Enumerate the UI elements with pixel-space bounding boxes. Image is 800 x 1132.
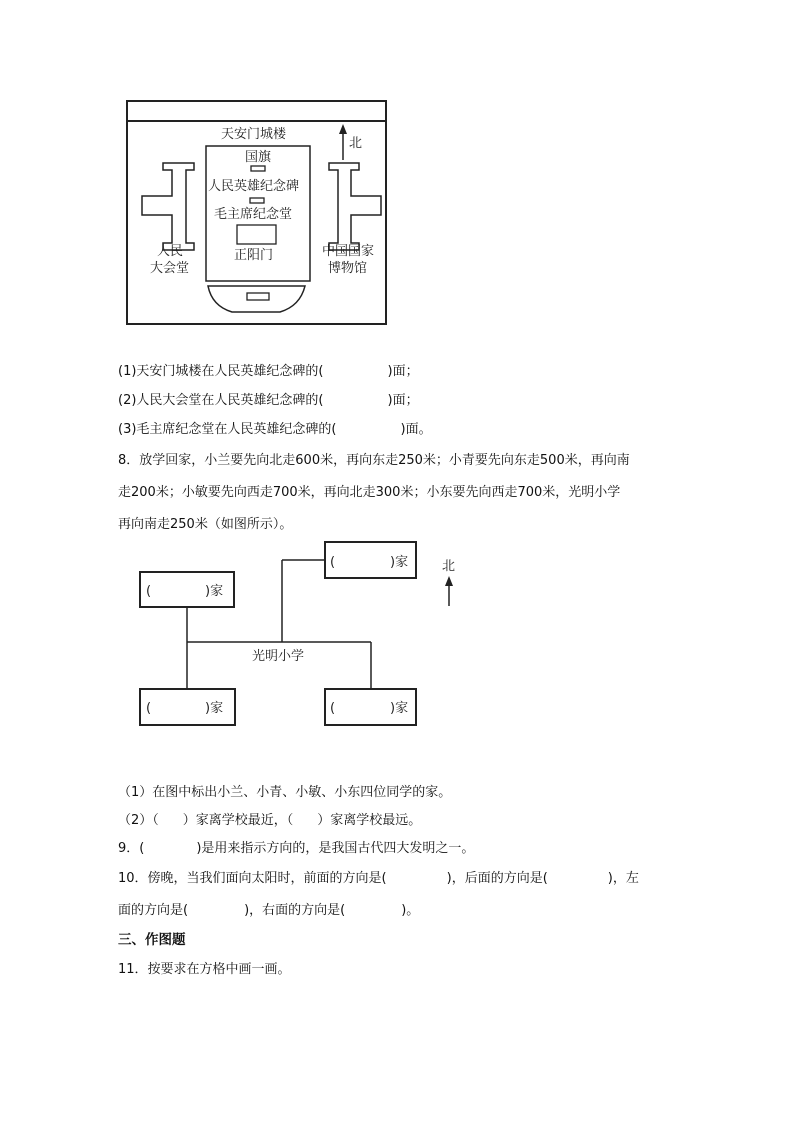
great-hall-label-2: 大会堂 [150, 261, 190, 276]
q7-item-3: (3)毛主席纪念堂在人民英雄纪念碑的( )面。 [118, 422, 432, 437]
q7-item-2: (2)人民大会堂在人民英雄纪念碑的( )面； [118, 393, 419, 408]
q9: 9．( )是用来指示方向的，是我国古代四大发明之一。 [118, 841, 475, 856]
flag-marker [251, 166, 265, 171]
museum-shape [329, 163, 381, 250]
flag-label: 国旗 [245, 150, 272, 165]
zhengyangmen-shape [208, 286, 305, 312]
q8-line-2: 走200米；小敏要先向西走700米，再向北走300米；小东要先向西走700米，光明小学 [118, 485, 621, 500]
monument-marker [250, 198, 264, 203]
mausoleum-label: 毛主席纪念堂 [214, 207, 293, 222]
q10-line-2: 面的方向是( )，右面的方向是( )。 [118, 903, 420, 918]
museum-label-2: 博物馆 [328, 261, 368, 276]
museum-label-1: 中国国家 [322, 244, 375, 259]
mausoleum-marker [237, 225, 276, 244]
q11: 11．按要求在方格中画一画。 [118, 962, 291, 977]
monument-label: 人民英雄纪念碑 [208, 179, 300, 194]
q8-sub-2: （2）（ ）家离学校最近，（ ）家离学校最远。 [118, 813, 422, 828]
great-hall-label-1: 人民 [157, 244, 184, 259]
box-close-label: )家 [205, 701, 224, 716]
great-hall-shape [142, 163, 194, 250]
q7-item-1: (1)天安门城楼在人民英雄纪念碑的( )面； [118, 364, 419, 379]
q8-sub-1: （1）在图中标出小兰、小青、小敏、小东四位同学的家。 [118, 785, 452, 800]
school-diagram [0, 530, 800, 740]
box-open-label: ( [330, 555, 336, 570]
box-open-label: ( [146, 701, 152, 716]
box-close-label: )家 [390, 701, 409, 716]
box-open-label: ( [330, 701, 336, 716]
box-open-label: ( [146, 584, 152, 599]
q8-line-3: 再向南走250米（如图所示）。 [118, 517, 293, 532]
section-3-title: 三、作图题 [118, 932, 186, 948]
q10-line-1: 10．傍晚，当我们面向太阳时，前面的方向是( )，后面的方向是( )，左 [118, 871, 639, 886]
box-close-label: )家 [205, 584, 224, 599]
north-arrow-icon [339, 124, 347, 160]
q8-line-1: 8．放学回家，小兰要先向北走600米，再向东走250米；小青要先向东走500米，再向南 [118, 453, 630, 468]
north-arrow-icon [445, 576, 453, 606]
tiananmen-label: 天安门城楼 [221, 127, 287, 142]
box-close-label: )家 [390, 555, 409, 570]
zhengyangmen-label: 正阳门 [234, 248, 274, 263]
tiananmen-map [0, 0, 800, 340]
north-label: 北 [442, 559, 456, 574]
north-label: 北 [349, 136, 363, 151]
school-label: 光明小学 [252, 649, 305, 664]
